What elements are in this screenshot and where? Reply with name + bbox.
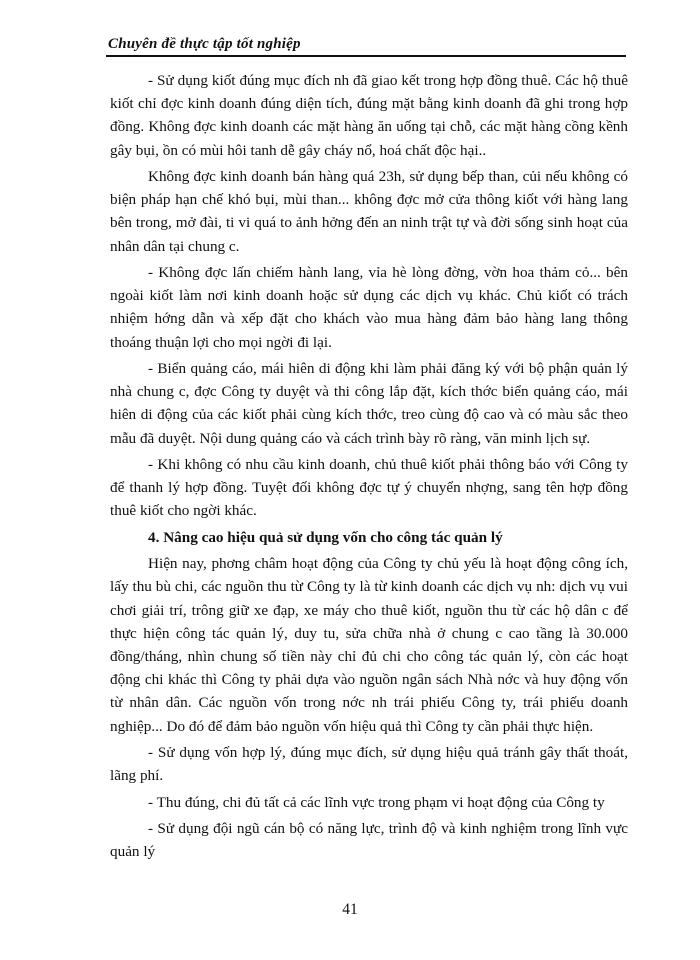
paragraph: Hiện nay, phơng châm hoạt động của Công ty chủ yếu là hoạt động công ích, lấy thu bù chi, các nguồn thu từ Công ty là từ kinh doanh các dịch vụ nh: dịch vụ vui chơi giải trí, trông giữ xe đạp, xe máy cho thuê kiốt, nguồn thu từ các hộ dân c để thực hiện công tác quản lý, duy tu, sửa chữa nhà ở chung c cao tầng là 30.000 đồng/tháng, nhìn chung số tiền này chỉ đủ chi cho công tác quản lý, còn các hoạt động chi khác thì Công ty phải dựa vào nguồn ngân sách Nhà nớc và huy động vốn từ nhân dân. Các nguồn vốn trong nớc nh trái phiếu Công ty, trái phiếu doanh nghiệp... Do đó để đảm bảo nguồn vốn hiệu quả thì Công ty cần phải thực hiện. [110,555,628,735]
paragraph: - Không đợc lấn chiếm hành lang, vỉa hè lòng đờng, vờn hoa thảm cỏ... bên ngoài kiốt làm nơi kinh doanh hoặc sử dụng các dịch vụ khác. Chủ kiốt có trách nhiệm hớng dẫn và xếp đặt cho khách vào mua hàng đảm bảo hàng lang thông thoáng thuận lợi cho mọi ngời đi lại. [110,264,628,351]
paragraph: - Thu đúng, chi đủ tất cả các lĩnh vực trong phạm vi hoạt động của Công ty [148,793,605,811]
page-number: 41 [342,901,358,918]
paragraph: - Sử dụng vốn hợp lý, đúng mục đích, sử dụng hiệu quả tránh gây thất thoát, lãng phí. [110,744,628,785]
paragraph: - Sử dụng đội ngũ cán bộ có năng lực, trình độ và kinh nghiệm trong lĩnh vực quản lý [110,819,628,861]
paragraph: - Khi không có nhu cầu kinh doanh, chủ thuê kiốt phải thông báo với Công ty để thanh lý hợp đồng. Tuyệt đối không đợc tự ý chuyển nhợng, sang tên hợp đồng thuê kiốt cho ngời khác. [110,456,628,520]
paragraph: - Biển quảng cáo, mái hiên di động khi làm phải đăng ký với bộ phận quản lý nhà chung c, đợc Công ty duyệt và thi công lắp đặt, kích thớc biển quảng cáo, mái hiên di động của các kiốt phải cùng kích thớc, treo cùng độ cao và có màu sắc theo mẫu đã duyệt. Nội dung quảng cáo và cách trình bày rõ ràng, văn minh lịch sự. [110,360,628,447]
paragraph: - Sử dụng kiốt đúng mục đích nh đã giao kết trong hợp đồng thuê. Các hộ thuê kiốt chỉ đợc kinh doanh đúng diện tích, đúng mặt bằng kinh doanh đã ghi trong hợp đồng. Không đợc kinh doanh các mặt hàng ăn uống tại chỗ, các mặt hàng cồng kềnh gây bụi, ồn có mùi hôi tanh dễ gây cháy nổ, hoá chất độc hại.. [110,72,628,159]
header-rule [106,55,626,57]
section-heading: 4. Nâng cao hiệu quả sử dụng vốn cho công tác quản lý [148,528,503,546]
header-title: Chuyên đề thực tập tốt nghiệp [108,36,301,52]
body-text [110,69,628,867]
paragraph: Không đợc kinh doanh bán hàng quá 23h, sử dụng bếp than, củi nếu không có biện pháp hạn chế khó bụi, mùi than... không đợc mở cửa thông kiốt với hàng lang bên trong, mở đài, ti vi quá to ảnh hởng đến an ninh trật tự và đời sống sinh hoạt của nhân dân tại chung c. [110,168,628,255]
